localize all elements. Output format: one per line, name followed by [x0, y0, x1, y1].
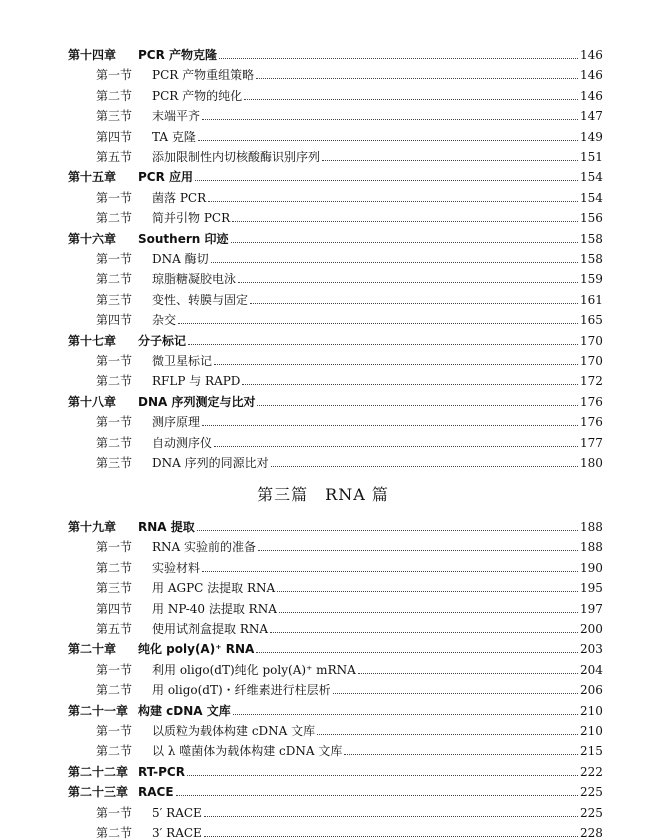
- toc-chapter-entry: [0, 226, 646, 246]
- entry-page-number: 165: [580, 313, 603, 328]
- entry-title: 纯化 poly(A)⁺ RNA: [138, 642, 255, 657]
- toc-section-entry: [0, 616, 646, 636]
- entry-page-number: 146: [580, 48, 603, 62]
- toc-section-entry: [0, 800, 646, 820]
- toc-section-entry: [0, 534, 646, 554]
- entry-number: 第三节: [96, 109, 133, 124]
- entry-title: 用 AGPC 法提取 RNA: [152, 581, 276, 596]
- entry-title: DNA 序列测定与比对: [138, 394, 256, 409]
- toc-section-entry: [0, 718, 646, 738]
- entry-title: 简并引物 PCR: [152, 211, 231, 226]
- entry-number: 第一节: [96, 724, 133, 738]
- entry-page-number: 222: [580, 764, 603, 779]
- entry-number: 第十六章: [68, 231, 117, 246]
- dot-leader: [256, 77, 578, 79]
- entry-number: 第一节: [96, 805, 133, 820]
- dot-leader: [257, 404, 578, 406]
- entry-page-number: 225: [580, 785, 603, 800]
- dot-leader: [202, 570, 578, 572]
- dot-leader: [250, 302, 578, 304]
- dot-leader: [270, 631, 578, 633]
- entry-title: PCR 产物重组策略: [152, 68, 255, 83]
- toc-section-entry: [0, 677, 646, 697]
- toc-section-entry: [0, 575, 646, 595]
- toc-section-entry: [0, 368, 646, 388]
- entry-title: 变性、转膜与固定: [152, 292, 249, 307]
- toc-section-entry: [0, 124, 646, 144]
- toc-section-entry: [0, 83, 646, 103]
- dot-leader: [358, 672, 578, 674]
- entry-title: 自动测序仪: [152, 435, 213, 450]
- toc-section-entry: [0, 246, 646, 266]
- entry-title: 测序原理: [152, 415, 201, 430]
- entry-page-number: 200: [580, 622, 603, 636]
- dot-leader: [211, 261, 578, 263]
- dot-leader: [219, 57, 578, 59]
- entry-page-number: 188: [580, 540, 603, 555]
- entry-page-number: 228: [580, 826, 603, 840]
- entry-page-number: 172: [580, 374, 603, 389]
- entry-title: PCR 产物克隆: [138, 48, 218, 62]
- entry-number: 第三节: [96, 292, 133, 307]
- entry-page-number: 188: [580, 520, 603, 534]
- dot-leader: [178, 322, 578, 324]
- entry-page-number: 154: [580, 190, 603, 205]
- entry-page-number: 149: [580, 129, 603, 144]
- entry-page-number: 180: [580, 456, 603, 470]
- dot-leader: [271, 465, 578, 467]
- toc-chapter-entry: [0, 779, 646, 799]
- toc-section-entry: [0, 144, 646, 164]
- dot-leader: [188, 343, 578, 345]
- entry-title: 微卫星标记: [152, 354, 213, 368]
- entry-page-number: 190: [580, 560, 603, 575]
- part-title: 第三篇 RNA 篇: [257, 485, 389, 504]
- entry-page-number: 210: [580, 703, 603, 718]
- toc-section-entry: [0, 555, 646, 575]
- entry-title: 末端平齐: [152, 109, 201, 124]
- entry-number: 第二节: [96, 88, 133, 103]
- entry-title: 5′ RACE: [152, 805, 202, 820]
- entry-title: 分子标记: [138, 333, 187, 348]
- entry-number: 第四节: [96, 129, 133, 144]
- entry-page-number: 156: [580, 211, 603, 226]
- dot-leader: [198, 139, 578, 141]
- toc-chapter-entry: [0, 698, 646, 718]
- entry-number: 第一节: [96, 252, 133, 266]
- entry-page-number: 215: [580, 744, 603, 759]
- dot-leader: [317, 733, 578, 735]
- entry-title: TA 克隆: [152, 129, 196, 144]
- entry-number: 第一节: [96, 354, 133, 368]
- entry-title: RT-PCR: [138, 764, 185, 779]
- entry-title: 菌落 PCR: [152, 190, 207, 205]
- dot-leader: [202, 424, 578, 426]
- dot-leader: [232, 220, 578, 222]
- dot-leader: [244, 98, 578, 100]
- entry-number: 第十四章: [68, 48, 117, 62]
- entry-number: 第一节: [96, 662, 133, 677]
- entry-number: 第二十二章: [68, 764, 129, 779]
- entry-number: 第十八章: [68, 394, 117, 409]
- toc-section-entry: [0, 103, 646, 123]
- entry-title: 实验材料: [152, 560, 201, 575]
- toc-chapter-entry: [0, 164, 646, 184]
- entry-title: PCR 产物的纯化: [152, 88, 243, 103]
- entry-page-number: 161: [580, 292, 603, 307]
- dot-leader: [233, 713, 578, 715]
- entry-number: 第一节: [96, 540, 133, 555]
- entry-number: 第二节: [96, 683, 133, 698]
- entry-page-number: 147: [580, 109, 603, 124]
- entry-page-number: 195: [580, 581, 603, 596]
- entry-page-number: 154: [580, 170, 603, 185]
- entry-page-number: 159: [580, 272, 603, 287]
- entry-title: 3′ RACE: [152, 826, 202, 840]
- entry-title: DNA 酶切: [152, 252, 209, 266]
- entry-number: 第二十一章: [68, 703, 129, 718]
- entry-page-number: 151: [580, 150, 603, 164]
- entry-title: 添加限制性内切核酸酶识别序列: [152, 150, 321, 164]
- dot-leader: [204, 835, 578, 837]
- entry-title: 以质粒为载体构建 cDNA 文库: [152, 724, 316, 738]
- entry-number: 第二十三章: [68, 785, 129, 800]
- dot-leader: [277, 590, 578, 592]
- dot-leader: [279, 611, 578, 613]
- dot-leader: [208, 200, 578, 202]
- entry-page-number: 170: [580, 354, 603, 368]
- toc-section-entry: [0, 307, 646, 327]
- entry-number: 第十九章: [68, 520, 117, 534]
- entry-title: 杂交: [152, 313, 177, 328]
- dot-leader: [202, 118, 578, 120]
- toc-section-entry: [0, 205, 646, 225]
- entry-number: 第一节: [96, 190, 133, 205]
- entry-page-number: 203: [580, 642, 603, 657]
- entry-number: 第四节: [96, 601, 133, 616]
- toc-section-entry: [0, 266, 646, 286]
- entry-number: 第二节: [96, 826, 133, 840]
- entry-page-number: 158: [580, 252, 603, 266]
- entry-number: 第一节: [96, 68, 133, 83]
- entry-number: 第二节: [96, 435, 133, 450]
- dot-leader: [204, 815, 578, 817]
- entry-title: RFLP 与 RAPD: [152, 374, 241, 389]
- toc-section-entry: [0, 287, 646, 307]
- toc-section-entry: [0, 820, 646, 840]
- toc-chapter-entry: [0, 759, 646, 779]
- entry-title: RNA 提取: [138, 520, 195, 534]
- entry-title: 用 oligo(dT)・纤维素进行柱层析: [152, 683, 331, 698]
- entry-page-number: 177: [580, 435, 603, 450]
- toc-chapter-entry: [0, 328, 646, 348]
- dot-leader: [197, 529, 578, 531]
- entry-title: RACE: [138, 785, 174, 800]
- entry-number: 第二节: [96, 272, 133, 287]
- entry-page-number: 206: [580, 683, 603, 698]
- entry-number: 第二节: [96, 744, 133, 759]
- entry-number: 第十七章: [68, 333, 117, 348]
- entry-number: 第二节: [96, 560, 133, 575]
- toc-section-entry: [0, 430, 646, 450]
- dot-leader: [242, 383, 578, 385]
- entry-page-number: 158: [580, 231, 603, 246]
- dot-leader: [214, 363, 578, 365]
- toc-chapter-entry: [0, 42, 646, 62]
- entry-number: 第五节: [96, 622, 133, 636]
- toc-section-entry: [0, 738, 646, 758]
- toc-section-entry: [0, 348, 646, 368]
- dot-leader: [258, 549, 578, 551]
- entry-title: 利用 oligo(dT)纯化 poly(A)⁺ mRNA: [152, 662, 356, 677]
- toc-section-entry: [0, 596, 646, 616]
- entry-title: RNA 实验前的准备: [152, 540, 257, 555]
- entry-number: 第二节: [96, 211, 133, 226]
- entry-title: 使用试剂盒提取 RNA: [152, 622, 269, 636]
- entry-page-number: 146: [580, 88, 603, 103]
- entry-page-number: 225: [580, 805, 603, 820]
- dot-leader: [176, 794, 578, 796]
- entry-number: 第三节: [96, 581, 133, 596]
- toc-chapter-entry: [0, 636, 646, 656]
- entry-page-number: 170: [580, 333, 603, 348]
- entry-number: 第一节: [96, 415, 133, 430]
- toc-section-entry: [0, 185, 646, 205]
- entry-title: PCR 应用: [138, 170, 194, 185]
- toc-section-entry: [0, 450, 646, 470]
- toc-chapter-entry: [0, 389, 646, 409]
- toc-section-entry: [0, 409, 646, 429]
- toc-section-entry: [0, 62, 646, 82]
- toc-chapter-entry: [0, 514, 646, 534]
- dot-leader: [256, 651, 578, 653]
- dot-leader: [333, 692, 578, 694]
- entry-title: 构建 cDNA 文库: [138, 703, 231, 718]
- entry-number: 第十五章: [68, 170, 117, 185]
- entry-title: 用 NP-40 法提取 RNA: [152, 601, 277, 616]
- dot-leader: [344, 753, 578, 755]
- dot-leader: [238, 281, 578, 283]
- entry-page-number: 210: [580, 724, 603, 738]
- entry-number: 第五节: [96, 150, 133, 164]
- entry-page-number: 176: [580, 415, 603, 430]
- dot-leader: [214, 445, 578, 447]
- dot-leader: [322, 159, 578, 161]
- toc-section-entry: [0, 657, 646, 677]
- entry-title: 以 λ 噬菌体为载体构建 cDNA 文库: [152, 744, 343, 759]
- entry-page-number: 146: [580, 68, 603, 83]
- entry-number: 第二节: [96, 374, 133, 389]
- entry-title: DNA 序列的同源比对: [152, 456, 269, 470]
- entry-title: Southern 印迹: [138, 231, 229, 246]
- entry-title: 琼脂糖凝胶电泳: [152, 272, 237, 287]
- entry-number: 第二十章: [68, 642, 117, 657]
- dot-leader: [195, 179, 578, 181]
- entry-page-number: 176: [580, 394, 603, 409]
- dot-leader: [187, 774, 578, 776]
- entry-page-number: 197: [580, 601, 603, 616]
- dot-leader: [231, 241, 579, 243]
- entry-number: 第四节: [96, 313, 133, 328]
- entry-page-number: 204: [580, 662, 603, 677]
- entry-number: 第三节: [96, 456, 133, 470]
